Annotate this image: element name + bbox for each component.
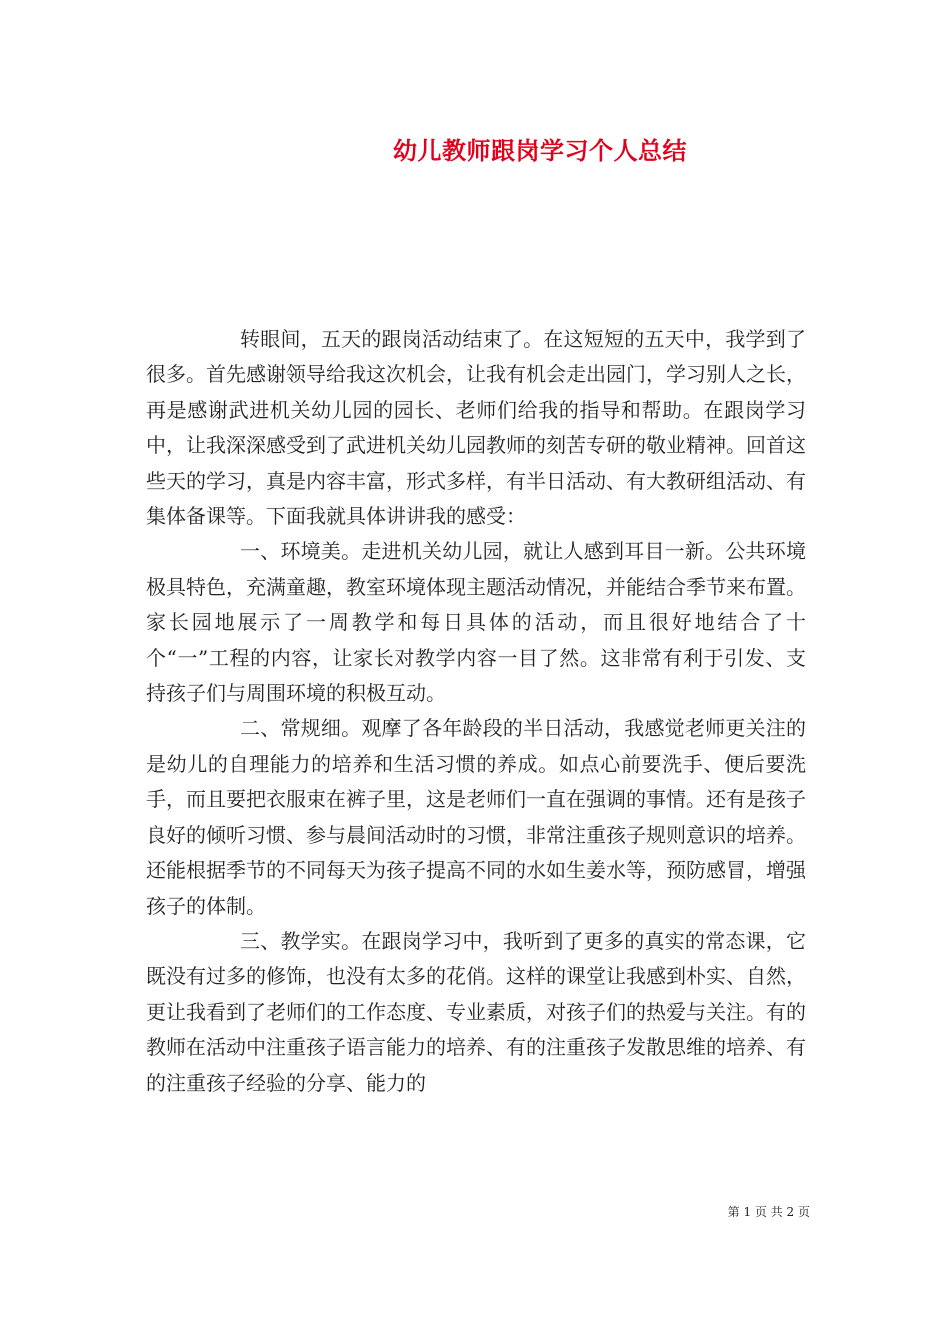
paragraph-routine: 二、常规细。观摩了各年龄段的半日活动，我感觉老师更关注的是幼儿的自理能力的培养和生活习惯的养成。如点心前要洗手、便后要洗手，而且要把衣服束在裤子里，这是老师们一直在强调的事情。还有是孩子良好的倾听习惯、参与晨间活动时的习惯，非常注重孩子规则意识的培养。还能根据季节的不同每天为孩子提高不同的水如生姜水等，预防感冒，增强孩子的体制。 (146, 716, 806, 918)
document-body (146, 322, 806, 1101)
page-number-footer: 第 1 页 共 2 页 (727, 1205, 810, 1219)
paragraph-teaching: 三、教学实。在跟岗学习中，我听到了更多的真实的常态课，它既没有过多的修饰，也没有太多的花俏。这样的课堂让我感到朴实、自然，更让我看到了老师们的工作态度、专业素质，对孩子们的热爱与关注。有的教师在活动中注重孩子语言能力的培养、有的注重孩子发散思维的培养、有的注重孩子经验的分享、能力的 (146, 928, 806, 1095)
paragraph-intro: 转眼间，五天的跟岗活动结束了。在这短短的五天中，我学到了很多。首先感谢领导给我这次机会，让我有机会走出园门，学习别人之长，再是感谢武进机关幼儿园的园长、老师们给我的指导和帮助。在跟岗学习中，让我深深感受到了武进机关幼儿园教师的刻苦专研的敬业精神。回首这些天的学习，真是内容丰富，形式多样，有半日活动、有大教研组活动、有集体备课等。下面我就具体讲讲我的感受： (146, 327, 806, 529)
paragraph-environment: 一、环境美。走进机关幼儿园，就让人感到耳目一新。公共环境极具特色，充满童趣，教室环境体现主题活动情况，并能结合季节来布置。家长园地展示了一周教学和每日具体的活动，而且很好地结合了十个“一”工程的内容，让家长对教学内容一目了然。这非常有利于引发、支持孩子们与周围环境的积极互动。 (146, 539, 806, 706)
document-title: 幼儿教师跟岗学习个人总结 (393, 136, 687, 165)
